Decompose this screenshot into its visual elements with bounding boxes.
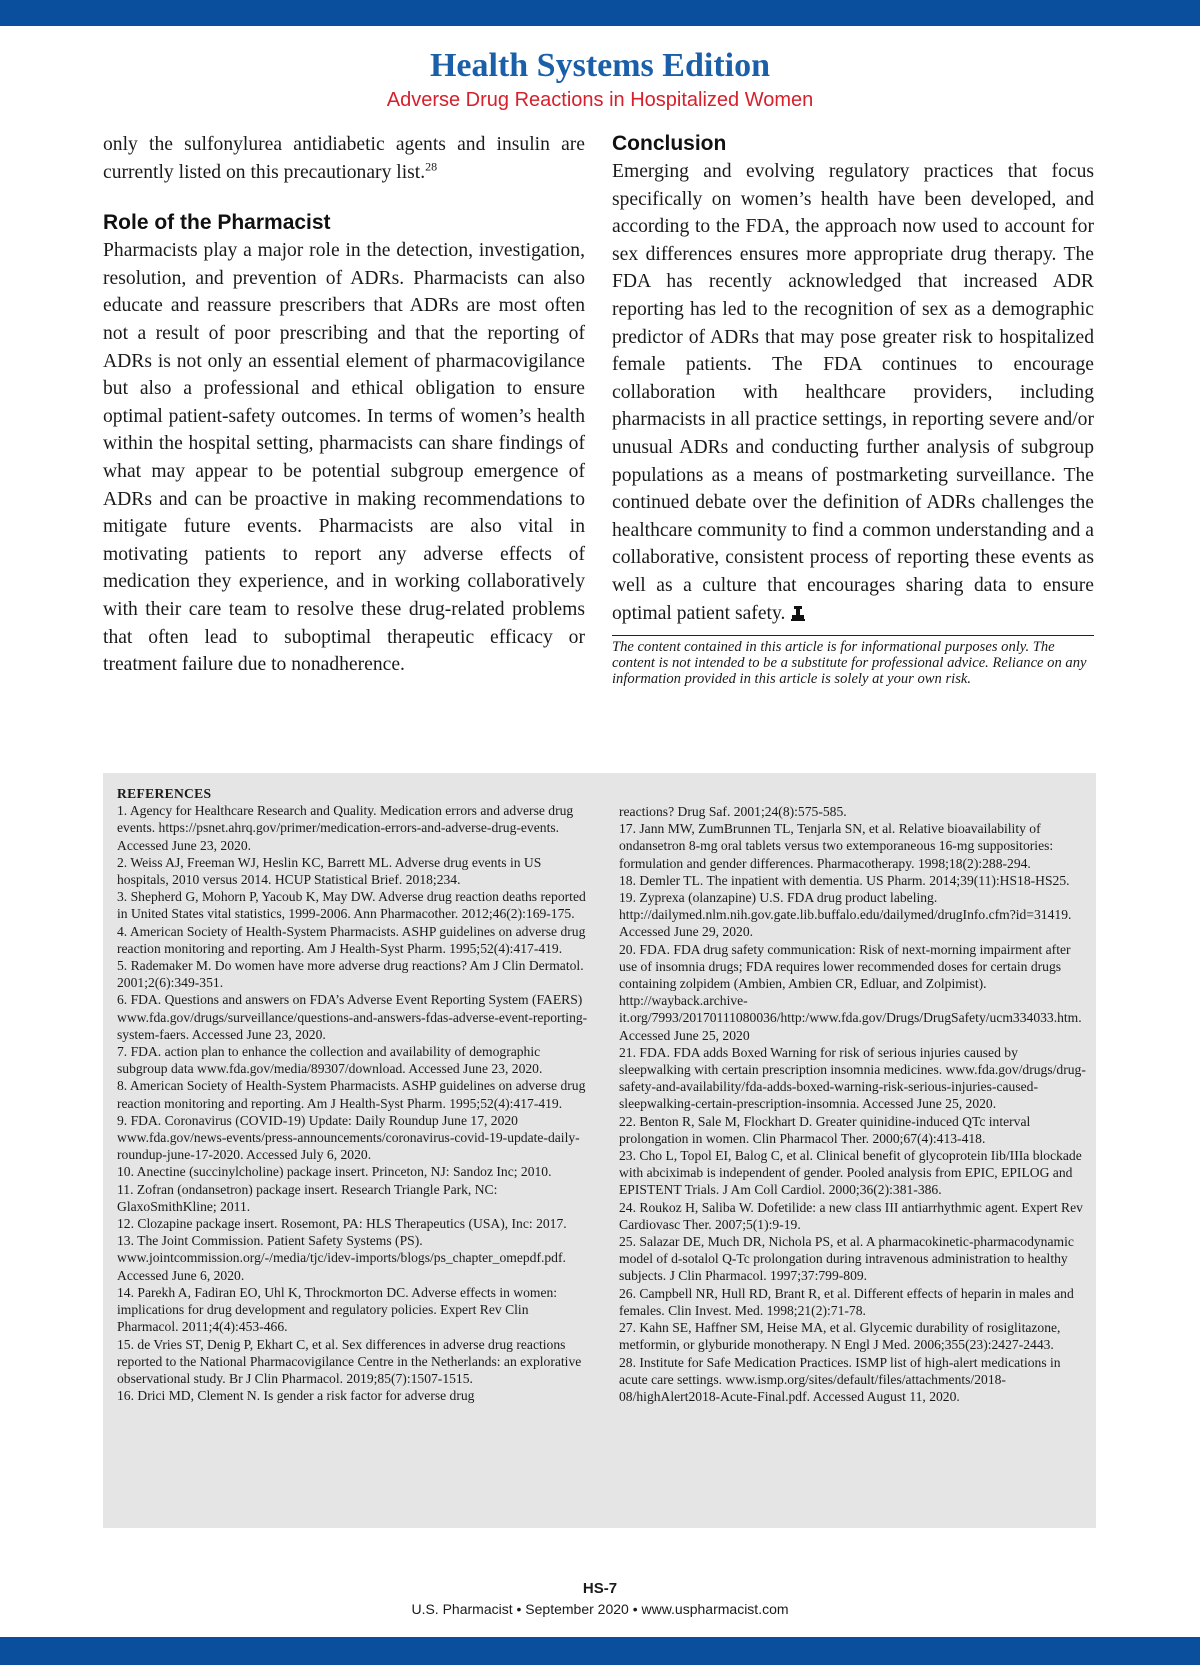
reference-item: 17. Jann MW, ZumBrunnen TL, Tenjarla SN, et al. Relative bioavailability of ondansetron 8-mg oral tablets versus two extemporaneous 16-mg suppositories: formulation and gender differences. Pharmacotherapy. 1998;18(2):288-294.: [619, 821, 1054, 871]
reference-item: 25. Salazar DE, Much DR, Nichola PS, et al. A pharmacokinetic-pharmacodynamic model of d-sotalol Q-Tc prolongation during intravenous administration to healthy subjects. J Clin Pharmacol. 1997;37:799-809.: [619, 1234, 1074, 1284]
right-column: [612, 131, 1094, 687]
reference-item: 23. Cho L, Topol EI, Balog C, et al. Clinical benefit of glycoprotein Iib/IIIa blockade with abciximab is independent of gender. Pooled analysis from EPIC, EPILOG and EPISTENT Trials. J Am Coll Cardiol. 2000;36(2):381-386.: [619, 1148, 1082, 1198]
reference-item: 6. FDA. Questions and answers on FDA’s Adverse Event Reporting System (FAERS) www.fda.gov/drugs/surveillance/questions-and-answers-fdas-adverse-event-reporting-system-faers. Accessed June 23, 2020.: [117, 992, 588, 1042]
conclusion-text: Emerging and evolving regulatory practices that focus specifically on women’s health have been developed, and according to the FDA, the approach now used to account for sex differences ensures more appropriate drug therapy. The FDA has recently acknowledged that increased ADR reporting has led to the recognition of sex as a demographic predictor of ADRs that may pose greater risk to hospitalized female patients. The FDA continues to encourage collaboration with healthcare providers, including pharmacists in all practice settings, in reporting severe and/or unusual ADRs and conducting further analysis of subgroup populations as a means of postmarketing surveillance. The continued debate over the definition of ADRs challenges the healthcare community to find a common understanding and a collaborative, consistent process of reporting these events as well as a culture that encourages sharing data to ensure optimal patient safety.: [612, 161, 1094, 624]
role-of-pharmacist-heading: Role of the Pharmacist: [103, 211, 331, 235]
references-right-column: [619, 803, 1091, 1405]
bottom-color-band: [0, 1637, 1200, 1665]
citation-superscript: 28: [425, 159, 438, 174]
reference-item: 3. Shepherd G, Mohorn P, Yacoub K, May DW. Adverse drug reaction deaths reported in United States vital statistics, 1999-2006. Ann Pharmacother. 2012;46(2):169-175.: [117, 889, 586, 922]
reference-item: 28. Institute for Safe Medication Practices. ISMP list of high-alert medications in acute care settings. www.ismp.org/sites/default/files/attachments/2018-08/highAlert2018-Acute-Final.pdf. Accessed August 11, 2020.: [619, 1354, 1061, 1404]
publication-line: U.S. Pharmacist • September 2020 • www.uspharmacist.com: [411, 1601, 789, 1617]
masthead: [0, 46, 1200, 112]
reference-item: 22. Benton R, Sale M, Flockhart D. Greater quinidine-induced QTc interval prolongation in women. Clin Pharmacol Ther. 2000;67(4):413-418.: [619, 1113, 1031, 1146]
reference-item: reactions? Drug Saf. 2001;24(8):575-585.: [619, 804, 847, 819]
edition-title: Health Systems Edition: [429, 47, 771, 84]
intro-paragraph: [103, 131, 585, 186]
intro-text: only the sulfonylurea antidiabetic agents and insulin are currently listed on this precautionary list.: [103, 134, 585, 183]
reference-item: 15. de Vries ST, Denig P, Ekhart C, et al. Sex differences in adverse drug reactions reported to the National Pharmacovigilance Centre in the Netherlands: an explorative observational study. Br J Clin Pharmacol. 2019;85(7):1507-1515.: [117, 1336, 582, 1386]
reference-item: 7. FDA. action plan to enhance the collection and availability of demographic subgroup data www.fda.gov/media/89307/download. Accessed June 23, 2020.: [117, 1044, 543, 1077]
conclusion-heading: Conclusion: [612, 132, 727, 155]
page-number: HS-7: [582, 1580, 618, 1597]
reference-item: 13. The Joint Commission. Patient Safety Systems (PS). www.jointcommission.org/-/media/tjc/idev-imports/blogs/ps_chapter_omepdf.pdf. Accessed June 6, 2020.: [117, 1233, 566, 1283]
reference-item: 4. American Society of Health-System Pharmacists. ASHP guidelines on adverse drug reaction monitoring and reporting. Am J Health-Syst Pharm. 1995;52(4):417-419.: [117, 923, 586, 956]
reference-item: 11. Zofran (ondansetron) package insert. Research Triangle Park, NC: GlaxoSmithKline; 2011.: [117, 1181, 498, 1214]
role-of-pharmacist-paragraph: Pharmacists play a major role in the detection, investigation, resolution, and prevention of ADRs. Pharmacists can also educate and reassure prescribers that ADRs are most often not a result of poor prescribing and that the reporting of ADRs is not only an essential element of pharmacovigilance but also a professional and ethical obligation to ensure optimal patient-safety outcomes. In terms of women’s health within the hospital setting, pharmacists can share findings of what may appear to be potential subgroup emergence of ADRs and can be proactive in making recommendations to mitigate future events. Pharmacists are also vital in motivating patients to report any adverse effects of medication they experience, and in working collaboratively with their care team to resolve these drug-related problems that often lead to suboptimal therapeutic efficacy or treatment failure due to nonadherence.: [103, 240, 585, 676]
reference-item: 2. Weiss AJ, Freeman WJ, Heslin KC, Barrett ML. Adverse drug events in US hospitals, 2010 versus 2014. HCUP Statistical Brief. 2018;234.: [117, 854, 542, 888]
references-box: [103, 773, 1096, 1528]
reference-item: 1. Agency for Healthcare Research and Quality. Medication errors and adverse drug events. https://psnet.ahrq.gov/primer/medication-errors-and-adverse-drug-events. Accessed June 23, 2020.: [117, 803, 574, 853]
left-column: [103, 131, 585, 679]
reference-item: 10. Anectine (succinylcholine) package insert. Princeton, NJ: Sandoz Inc; 2010.: [117, 1164, 552, 1180]
article-subtitle: Adverse Drug Reactions in Hospitalized Women: [386, 89, 814, 111]
disclaimer: The content contained in this article is for informational purposes only. The content is not intended to be a substitute for professional advice. Reliance on any information provided in this article is solely at your own risk.: [612, 635, 1094, 687]
reference-item: 21. FDA. FDA adds Boxed Warning for risk of serious injuries caused by sleepwalking with certain prescription insomnia medicines. www.fda.gov/drugs/drug-safety-and-availability/fda-adds-boxed-warning-risk-serious-injuries-caused-sleepwalking-certain-prescription-insomnia. Accessed June 25, 2020.: [619, 1044, 1086, 1112]
top-color-band: [0, 0, 1200, 26]
reference-item: 20. FDA. FDA drug safety communication: Risk of next-morning impairment after use of insomnia drugs; FDA requires lower recommended doses for certain drugs containing zolpidem (Ambien, Ambien CR, Edluar, and Zolpimist). http://wayback.archive-it.org/7993/20170111080036/http:/www.fda.gov/Drugs/DrugSafety/ucm334033.htm. Accessed June 25, 2020: [619, 941, 1082, 1043]
reference-item: 9. FDA. Coronavirus (COVID-19) Update: Daily Roundup June 17, 2020 www.fda.gov/news-events/press-announcements/coronavirus-covid-19-update-daily-roundup-june-17-2020. Accessed July 6, 2020.: [117, 1112, 580, 1163]
reference-item: 16. Drici MD, Clement N. Is gender a risk factor for adverse drug: [117, 1388, 475, 1404]
pharmacist-mortar-icon: [791, 605, 805, 621]
reference-item: 18. Demler TL. The inpatient with dementia. US Pharm. 2014;39(11):HS18-HS25.: [619, 872, 1070, 888]
conclusion-paragraph: [612, 158, 1094, 627]
reference-item: 27. Kahn SE, Haffner SM, Heise MA, et al. Glycemic durability of rosiglitazone, metformin, or glyburide monotherapy. N Engl J Med. 2006;355(23):2427-2443.: [619, 1320, 1061, 1353]
reference-item: 8. American Society of Health-System Pharmacists. ASHP guidelines on adverse drug reaction monitoring and reporting. Am J Health-Syst Pharm. 1995;52(4):417-419.: [117, 1078, 586, 1111]
reference-item: 26. Campbell NR, Hull RD, Brant R, et al. Different effects of heparin in males and females. Clin Invest. Med. 1998;21(2):71-78.: [619, 1285, 1074, 1318]
reference-item: 5. Rademaker M. Do women have more adverse drug reactions? Am J Clin Dermatol. 2001;2(6):349-351.: [117, 958, 584, 991]
reference-item: 24. Roukoz H, Saliba W. Dofetilide: a new class III antiarrhythmic agent. Expert Rev Cardiovasc Ther. 2007;5(1):9-19.: [619, 1199, 1083, 1232]
page-footer: [0, 1580, 1200, 1618]
reference-item: 12. Clozapine package insert. Rosemont, PA: HLS Therapeutics (USA), Inc: 2017.: [117, 1216, 567, 1232]
references-left-column: [117, 785, 589, 1404]
reference-item: 19. Zyprexa (olanzapine) U.S. FDA drug product labeling. http://dailymed.nlm.nih.gov.gate.lib.buffalo.edu/dailymed/drugInfo.cfm?id=31419. Accessed June 29, 2020.: [619, 890, 1072, 940]
references-title: REFERENCES: [117, 786, 212, 801]
reference-item: 14. Parekh A, Fadiran EO, Uhl K, Throckmorton DC. Adverse effects in women: implications for drug development and regulatory policies. Expert Rev Clin Pharmacol. 2011;4(4):453-466.: [117, 1284, 558, 1335]
